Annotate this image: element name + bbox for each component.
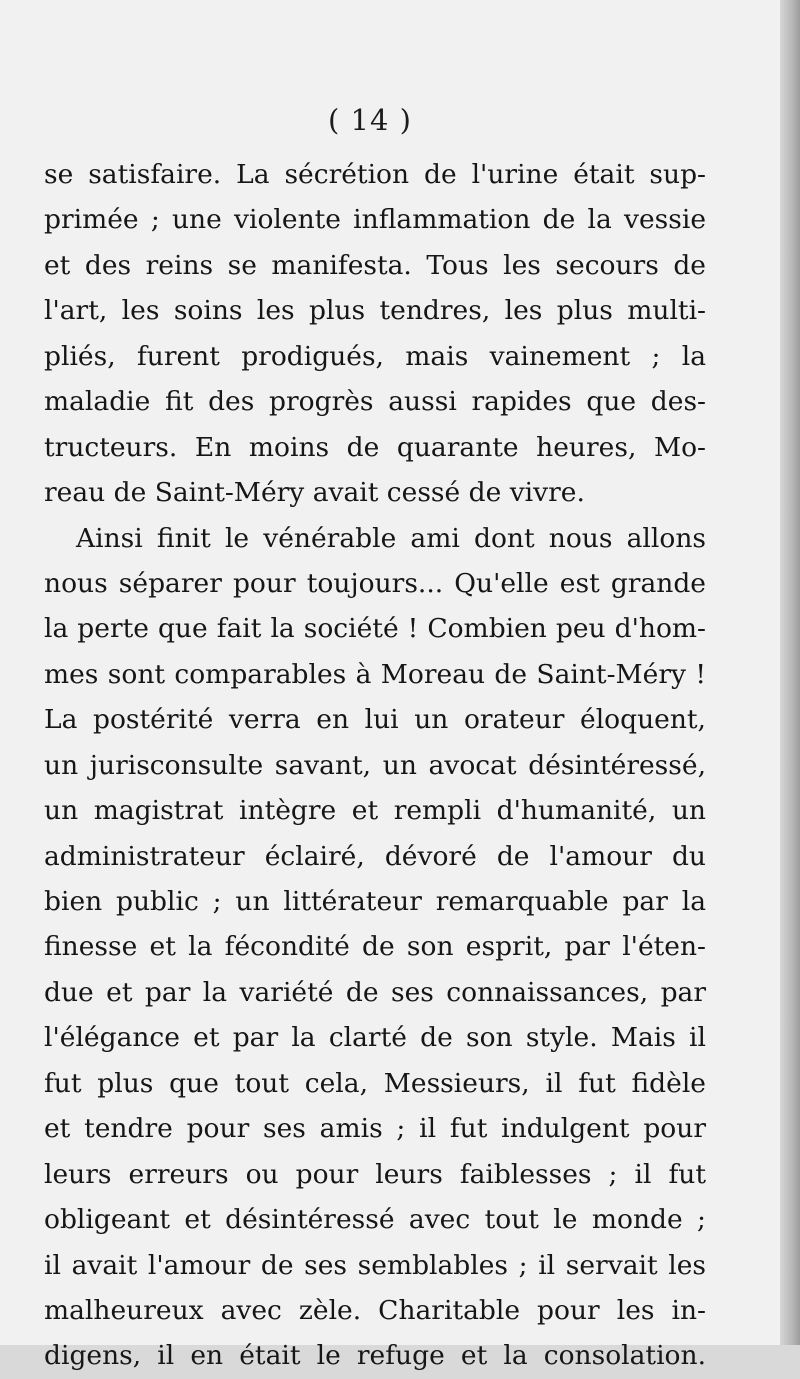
page-edge-shadow	[780, 0, 800, 1345]
page-number: ( 14 )	[328, 103, 412, 137]
text-line: et tendre pour ses amis ; il fut indulgent pour	[44, 1113, 706, 1145]
text-line: bien public ; un littérateur remarquable par la	[44, 886, 706, 917]
text-line: tructeurs. En moins de quarante heures, Mo-	[44, 431, 706, 463]
text-line: primée ; une violente inflammation de la vessie	[44, 204, 706, 236]
text-line: finesse et la fécondité de son esprit, par l'éten-	[44, 931, 706, 963]
paragraph-start-line: Ainsi finit le vénérable ami dont nous allons	[76, 522, 706, 554]
text-line: un magistrat intègre et rempli d'humanité, un	[44, 795, 706, 827]
text-line: pliés, furent prodigués, mais vainement ; la	[44, 340, 706, 372]
text-line: la perte que fait la société ! Combien peu d'hom-	[44, 613, 706, 645]
text-line: digens, il en était le refuge et la consolation.	[44, 1340, 706, 1372]
text-line: obligeant et désintéressé avec tout le monde ;	[44, 1204, 706, 1236]
text-line: nous séparer pour toujours... Qu'elle est grande	[44, 567, 706, 599]
text-line: se satisfaire. La sécrétion de l'urine était sup-	[44, 159, 706, 190]
text-line: malheureux avec zèle. Charitable pour les in-	[44, 1294, 706, 1326]
text-line: leurs erreurs ou pour leurs faiblesses ; il fut	[44, 1158, 706, 1190]
text-line: un jurisconsulte savant, un avocat désintéressé,	[44, 749, 706, 781]
text-line: La postérité verra en lui un orateur éloquent,	[44, 704, 706, 736]
page-body	[44, 152, 706, 1379]
text-line: reau de Saint-Méry avait cessé de vivre.	[44, 477, 585, 509]
text-line: mes sont comparables à Moreau de Saint-Méry !	[44, 658, 706, 690]
text-line: l'art, les soins les plus tendres, les plus multi-	[44, 295, 706, 327]
text-line: fut plus que tout cela, Messieurs, il fut fidèle	[44, 1067, 706, 1099]
text-line: due et par la variété de ses connaissances, par	[44, 976, 706, 1008]
text-line: maladie fit des progrès aussi rapides que des-	[44, 386, 706, 418]
text-line: il avait l'amour de ses semblables ; il servait les	[44, 1249, 706, 1281]
text-line: administrateur éclairé, dévoré de l'amour du	[44, 840, 706, 872]
text-line: et des reins se manifesta. Tous les secours de	[44, 249, 706, 281]
text-line: l'élégance et par la clarté de son style. Mais il	[44, 1022, 706, 1054]
